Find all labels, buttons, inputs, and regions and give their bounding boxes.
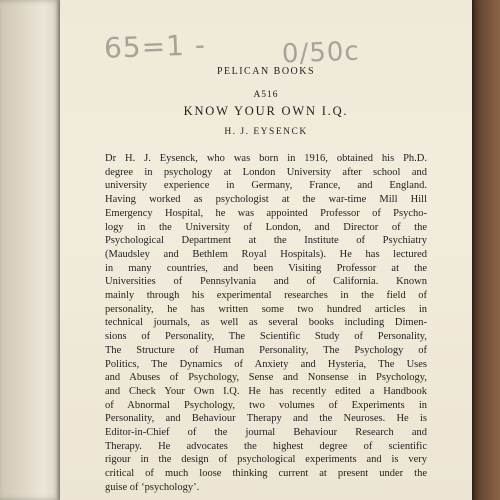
book-code: A516	[253, 90, 279, 100]
book-title: KNOW YOUR OWN I.Q.	[183, 104, 349, 118]
bio-line: Psychological Department at the Institute of Psychiatry	[105, 235, 427, 247]
bio-line: (Maudsley and Bethlem Royal Hospitals). He has lectured	[105, 248, 427, 260]
bio-line: Emergency Hospital, he was appointed Professor of Psycho-	[105, 207, 427, 219]
bio-line: and Abuses of Psychology, Sense and Nonsense in Psychology,	[105, 372, 427, 384]
bio-line: personality, he has written some two hundred articles in	[105, 303, 427, 315]
bio-line: Therapy. He advocates the highest degree of scientific	[105, 440, 427, 452]
facing-page-edge	[0, 0, 62, 500]
bio-line: of Abnormal Psychology, two volumes of Experiments in	[105, 399, 427, 411]
bio-line: Having worked as psychologist at the war-time Mill Hill	[105, 194, 427, 206]
bio-line: logy in the University of London, and Director of the	[105, 221, 427, 233]
bio-line: Personality, and Behaviour Therapy and the Neuroses. He is	[105, 413, 427, 425]
bio-line: university experience in Germany, France, and England.	[105, 180, 427, 192]
bio-line: and Check Your Own I.Q. He has recently edited a Handbook	[105, 385, 427, 397]
bio-line: mainly through his experimental researches in the field of	[105, 290, 427, 302]
bio-line: The Structure of Human Personality, The Psychology of	[105, 344, 427, 356]
bio-line: Politics, The Dynamics of Anxiety and Hysteria, The Uses	[105, 358, 427, 370]
bio-line: Universities of Pennsylvania and of California. Known	[105, 276, 427, 288]
pencil-price-code: 0/50c	[281, 36, 361, 70]
bio-line: rigour in the design of psychological experiments and is very	[105, 454, 427, 466]
series-name: PELICAN BOOKS	[216, 66, 316, 77]
bio-line: guise of ‘psychology’.	[105, 481, 200, 493]
bio-line: Dr H. J. Eysenck, who was born in 1916, obtained his Ph.D.	[105, 153, 427, 164]
bio-line: critical of much loose thinking current at present under the	[105, 468, 427, 480]
author-name: H. J. EYSENCK	[224, 127, 308, 137]
bio-line: degree in psychology at London University after school and	[105, 166, 427, 178]
bio-line: technical journals, as well as several books including Dimen-	[105, 317, 427, 329]
bio-line: sions of Personality, The Scientific Study of Personality,	[105, 331, 427, 343]
pencil-price-mark: 65=1 -	[103, 28, 207, 65]
bio-line: Editor-in-Chief of the journal Behaviour Research and	[105, 427, 427, 439]
bio-line: in many countries, and been Visiting Professor at the	[105, 262, 427, 274]
book-cover-edge	[470, 0, 500, 500]
author-biography	[105, 152, 427, 495]
